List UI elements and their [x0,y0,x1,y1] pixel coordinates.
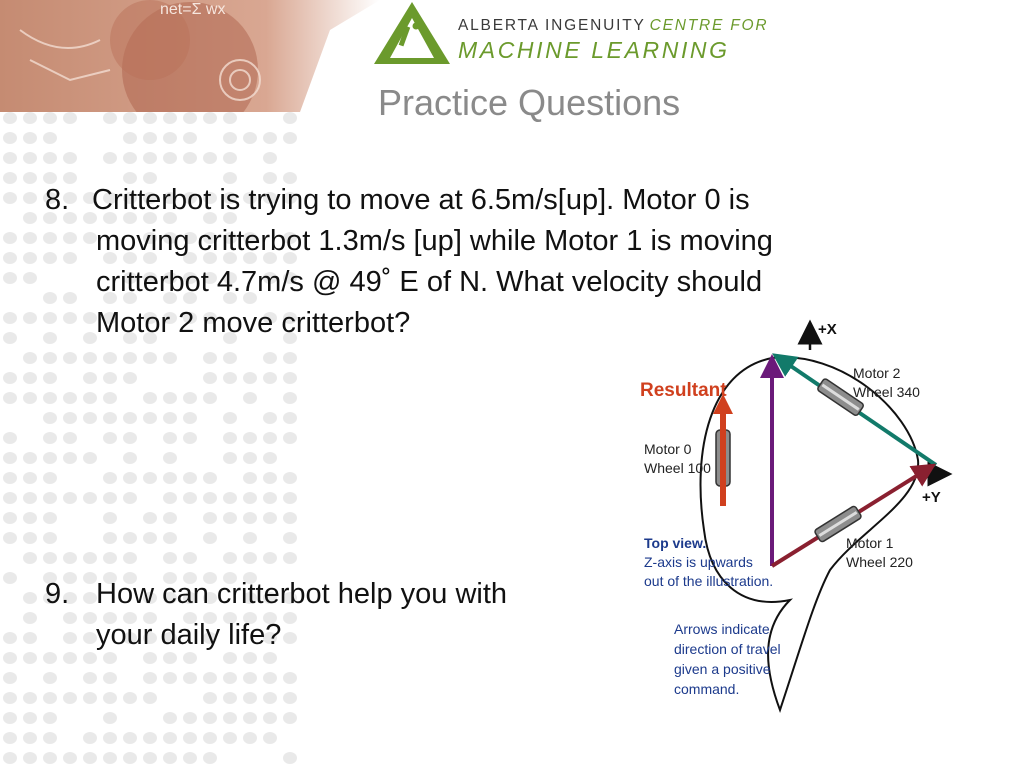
background-dot [143,732,157,744]
background-dot [163,112,177,124]
background-dot [23,592,37,604]
slide-title: Practice Questions [378,82,681,123]
background-dot [203,732,217,744]
background-dot [223,432,237,444]
background-dot [43,132,57,144]
background-dot [83,692,97,704]
background-dot [83,672,97,684]
background-dot [3,752,17,764]
background-dot [103,732,117,744]
background-dot [223,452,237,464]
background-dot [23,492,37,504]
background-dot [143,512,157,524]
background-dot [263,372,277,384]
background-dot [243,512,257,524]
background-dot [43,152,57,164]
background-dot [63,352,77,364]
background-dot [23,172,37,184]
background-dot [203,472,217,484]
background-dot [3,372,17,384]
background-dot [163,732,177,744]
background-dot [143,752,157,764]
background-dot [183,152,197,164]
background-dot [63,692,77,704]
background-dot [3,192,17,204]
background-dot [23,272,37,284]
background-dot [143,692,157,704]
background-dot [143,532,157,544]
background-dot [3,652,17,664]
background-dot [203,692,217,704]
background-dot [263,472,277,484]
background-dot [3,712,17,724]
top-view-line: Z-axis is upwards [644,554,753,570]
background-dot [263,552,277,564]
background-dot [123,152,137,164]
motor1-label: Motor 1 [846,535,894,551]
background-dot [3,232,17,244]
background-dot [203,352,217,364]
background-dot [223,712,237,724]
background-dot [3,392,17,404]
background-dot [23,152,37,164]
background-dot [163,532,177,544]
background-dot [223,412,237,424]
background-dot [183,672,197,684]
y-axis-label: +Y [922,489,941,506]
background-dot [143,112,157,124]
background-dot [3,672,17,684]
background-dot [223,112,237,124]
background-dot [123,732,137,744]
background-dot [3,472,17,484]
background-dot [223,492,237,504]
background-dot [283,552,297,564]
arrows-note-line: given a positive [674,661,771,677]
background-dot [283,412,297,424]
background-dot [123,692,137,704]
background-dot [263,352,277,364]
triangle-logo-icon [372,0,452,66]
background-dot [103,412,117,424]
background-dot [23,752,37,764]
background-dot [83,412,97,424]
background-dot [103,672,117,684]
background-dot [3,172,17,184]
background-dot [23,612,37,624]
background-dot [103,512,117,524]
background-dot [203,392,217,404]
critterbot-top-view-diagram [600,310,1020,730]
background-dot [183,432,197,444]
background-dot [123,532,137,544]
background-dot [263,132,277,144]
background-dot [23,732,37,744]
background-dot [43,532,57,544]
background-dot [283,372,297,384]
background-dot [23,472,37,484]
background-dot [83,752,97,764]
question-line: Critterbot is trying to move at 6.5m/s[up]. Motor 0 is [92,184,750,216]
background-dot [63,432,77,444]
background-dot [263,672,277,684]
background-dot [3,692,17,704]
background-dot [203,372,217,384]
background-dot [163,452,177,464]
background-dot [3,112,17,124]
background-dot [263,492,277,504]
background-dot [143,132,157,144]
background-dot [223,152,237,164]
background-dot [63,452,77,464]
background-dot [3,492,17,504]
background-dot [3,532,17,544]
background-dot [283,752,297,764]
background-dot [123,752,137,764]
background-dot [163,152,177,164]
background-dot [63,112,77,124]
motor1-wheel-label: Wheel 220 [846,554,913,570]
background-dot [3,252,17,264]
background-dot [83,392,97,404]
background-dot [183,392,197,404]
background-dot [43,732,57,744]
background-dot [283,672,297,684]
background-dot [263,452,277,464]
background-dot [63,152,77,164]
background-dot [143,352,157,364]
background-dot [183,732,197,744]
background-dot [43,512,57,524]
background-dot [23,192,37,204]
background-dot [123,472,137,484]
background-dot [103,152,117,164]
logo-centre-for: CENTRE FOR [649,17,769,34]
question-line: Motor 2 move critterbot? [96,307,411,339]
background-dot [3,272,17,284]
background-dot [183,472,197,484]
background-dot [123,112,137,124]
background-dot [43,552,57,564]
background-dot [23,392,37,404]
background-dot [163,492,177,504]
background-dot [243,432,257,444]
background-dot [83,372,97,384]
background-dot [243,392,257,404]
background-dot [23,652,37,664]
background-dot [43,352,57,364]
top-view-line: out of the illustration. [644,573,774,589]
background-dot [123,552,137,564]
question-9 [45,574,605,664]
background-dot [243,532,257,544]
background-dot [203,112,217,124]
background-dot [43,432,57,444]
background-dot [163,432,177,444]
background-dot [263,432,277,444]
background-dot [223,372,237,384]
background-dot [223,512,237,524]
background-dot [223,352,237,364]
background-dot [3,732,17,744]
background-dot [223,692,237,704]
background-dot [103,392,117,404]
background-dot [103,552,117,564]
background-dot [123,412,137,424]
background-dot [203,672,217,684]
background-dot [163,752,177,764]
background-dot [263,152,277,164]
background-dot [263,692,277,704]
background-dot [23,252,37,264]
background-dot [3,512,17,524]
background-dot [43,472,57,484]
background-dot [23,312,37,324]
background-dot [283,472,297,484]
background-dot [23,132,37,144]
background-dot [83,732,97,744]
background-dot [103,112,117,124]
background-dot [103,532,117,544]
arrows-note-line: direction of travel [674,641,781,657]
background-dot [103,752,117,764]
question-number: 8. [45,184,70,216]
background-dot [183,112,197,124]
background-dot [283,492,297,504]
background-dot [203,152,217,164]
background-dot [103,432,117,444]
background-dot [203,512,217,524]
background-dot [163,472,177,484]
background-dot [3,432,17,444]
background-dot [243,732,257,744]
background-dot [63,392,77,404]
background-dot [103,472,117,484]
logo-text-line1 [458,17,768,35]
background-dot [23,372,37,384]
background-dot [203,712,217,724]
background-dot [183,132,197,144]
background-dot [283,352,297,364]
background-dot [3,572,17,584]
background-dot [63,552,77,564]
background-dot [23,112,37,124]
background-dot [23,552,37,564]
robot-body-outline [701,357,919,710]
background-dot [243,672,257,684]
background-dot [23,532,37,544]
background-dot [163,132,177,144]
background-dot [43,452,57,464]
background-dot [203,532,217,544]
background-dot [3,632,17,644]
background-dot [43,492,57,504]
background-dot [223,552,237,564]
background-dot [123,372,137,384]
background-dot [163,552,177,564]
background-dot [163,712,177,724]
background-dot [43,672,57,684]
background-dot [23,212,37,224]
background-dot [3,452,17,464]
background-dot [43,412,57,424]
background-dot [123,432,137,444]
background-dot [243,472,257,484]
background-dot [43,392,57,404]
background-dot [143,472,157,484]
resultant-label: Resultant [640,380,727,401]
background-dot [283,712,297,724]
background-dot [183,712,197,724]
top-view-title: Top view. [644,535,707,551]
background-dot [23,232,37,244]
background-dot [283,692,297,704]
motor2-label: Motor 2 [853,365,901,381]
background-dot [63,412,77,424]
background-dot [203,752,217,764]
background-dot [163,672,177,684]
background-dot [123,452,137,464]
x-axis-label: +X [818,321,837,338]
background-dot [143,152,157,164]
background-dot [3,312,17,324]
background-dot [143,392,157,404]
background-dot [63,492,77,504]
background-dot [223,672,237,684]
background-dot [283,132,297,144]
question-line: your daily life? [96,619,282,651]
background-dot [243,552,257,564]
logo-text-line2: MACHINE LEARNING [458,37,730,63]
background-dot [63,752,77,764]
background-dot [183,752,197,764]
background-dot [243,712,257,724]
background-dot [23,712,37,724]
background-dot [43,692,57,704]
background-dot [83,452,97,464]
background-dot [183,492,197,504]
background-dot [3,332,17,344]
banner-formula: net=Σ wx [160,1,226,18]
background-dot [283,112,297,124]
background-dot [123,492,137,504]
background-dot [103,692,117,704]
background-dot [43,372,57,384]
motor0-wheel-label: Wheel 100 [644,460,711,476]
question-line: moving critterbot 1.3m/s [up] while Motor 1 is moving [96,225,773,257]
background-dot [103,492,117,504]
background-dot [263,712,277,724]
background-dot [23,692,37,704]
background-dot [3,152,17,164]
background-dot [83,352,97,364]
background-dot [263,512,277,524]
question-number: 9. [45,578,70,610]
alberta-ingenuity-logo [372,0,772,72]
background-dot [23,512,37,524]
background-dot [183,412,197,424]
background-dot [163,512,177,524]
background-dot [123,352,137,364]
background-dot [243,492,257,504]
background-dot [243,452,257,464]
background-dot [23,352,37,364]
background-dot [223,132,237,144]
logo-org-name: ALBERTA INGENUITY [458,17,646,34]
background-dot [243,132,257,144]
arrows-note-line: command. [674,681,740,697]
background-dot [283,432,297,444]
arrows-note-line: Arrows indicate [674,621,770,637]
background-dot [223,732,237,744]
background-dot [23,632,37,644]
background-dot [283,532,297,544]
background-dot [243,692,257,704]
motor0-label: Motor 0 [644,441,692,457]
background-dot [163,392,177,404]
background-dot [263,732,277,744]
background-dot [143,412,157,424]
background-dot [183,552,197,564]
background-dot [123,132,137,144]
background-dot [43,712,57,724]
header-banner-image [0,0,380,112]
background-dot [103,712,117,724]
question-line: How can critterbot help you with [96,578,508,610]
background-dot [43,112,57,124]
background-dot [243,372,257,384]
motor2-wheel-label: Wheel 340 [853,384,920,400]
background-dot [163,412,177,424]
background-dot [103,372,117,384]
background-dot [143,672,157,684]
background-dot [103,352,117,364]
background-dot [43,752,57,764]
background-dot [163,352,177,364]
background-dot [83,492,97,504]
background-dot [83,552,97,564]
background-dot [23,452,37,464]
background-dot [263,412,277,424]
background-dot [203,492,217,504]
background-dot [283,512,297,524]
question-line: critterbot 4.7m/s @ 49˚ E of N. What velocity should [96,266,763,298]
background-dot [283,392,297,404]
background-dot [3,132,17,144]
